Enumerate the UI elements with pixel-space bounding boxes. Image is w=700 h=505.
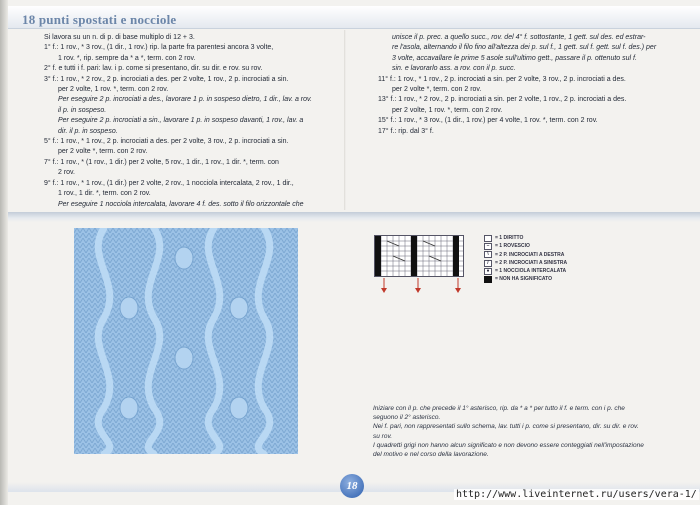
instruction-line: re l'asola, alternando il filo fino all'altezza dei p. sul f., 1 gett. sul f. gett. sul f. des.) per: [392, 44, 657, 52]
page-number: 18: [340, 474, 364, 498]
legend-label: = 2 P. INCROCIATI A DESTRA: [495, 251, 565, 258]
chart-repeat-arrows: [374, 278, 464, 294]
column-gutter: [344, 30, 346, 210]
legend-item: [484, 275, 567, 283]
instruction-line: 15° f.: 1 rov., * 3 rov., (1 dir., 1 rov.) per 4 volte, 1 rov. *, term. con 2 rov.: [378, 117, 598, 125]
section-divider: [8, 212, 700, 222]
instruction-line: 3 volte, accavallare le prime 5 asole sull'ultimo gett., passare il p. ottenuto sul f.: [392, 54, 637, 62]
instruction-line: 9° f.: 1 rov., * 1 rov., (1 dir.) per 2 volte, 2 rov., 1 nocciola intercalata, 2 rov., 1 dir.,: [44, 179, 294, 187]
chart-grid: [375, 236, 463, 276]
knitting-chart: [374, 235, 464, 277]
instruction-line: Per eseguire 2 p. incrociati a sin., lavorare 1 p. in sospeso davanti, 1 rov., lav. a: [58, 117, 304, 125]
legend-item: [484, 234, 567, 242]
instruction-line: 3° f.: 1 rov., * 2 rov., 2 p. incrociati a des. per 2 volte, 1 rov., 2 p. incrociati a sin.: [44, 75, 289, 83]
instruction-line: 1° f.: 1 rov., * 3 rov., (1 dir., 1 rov.) rip. la parte fra parentesi ancora 3 volte,: [44, 44, 274, 52]
legend-label: = 2 P. INCROCIATI A SINISTRA: [495, 259, 568, 266]
bobble-symbol-icon: ●: [484, 268, 492, 275]
instruction-line: sin. e lavorarlo ass. a rov. con il p. succ.: [392, 65, 516, 73]
instruction-line: 17° f.: rip. dal 3° f.: [378, 127, 434, 135]
instruction-line: Per eseguire 1 nocciola intercalata, lavorare 4 f. des. sotto il filo orizzontale che: [58, 200, 304, 208]
note-line: seguono il 2° asterisco.: [373, 414, 441, 422]
instruction-line: Per eseguire 2 p. incrociati a des., lavorare 1 p. in sospeso dietro, 1 dir., lav. a rov.: [58, 96, 312, 104]
instruction-line: per 2 volte *, term. con 2 rov.: [58, 148, 148, 156]
minus-symbol-icon: –: [484, 243, 492, 250]
legend-label: = 1 NOCCIOLA INTERCALATA: [495, 268, 567, 275]
legend-label: = 1 DIRITTO: [495, 235, 524, 241]
page-title: 18 punti spostati e nocciole: [22, 12, 177, 27]
chart-legend: [484, 234, 567, 284]
note-line: I quadretti grigi non hanno alcun significato e non devono essere conteggiati nell'impostazione: [373, 441, 644, 449]
instructions-right-column: [378, 33, 678, 137]
instruction-line: per 2 volte, 1 rov. *, term. con 2 rov.: [58, 86, 169, 94]
knitted-swatch-photo: [74, 228, 298, 454]
instruction-line: 1 rov., 1 dir. *, term. con 2 rov.: [58, 190, 151, 198]
note-line: Iniziare con il p. che precede il 1° asterisco, rip. da * a * per tutto il f. e term. con i p. che: [373, 405, 625, 412]
chart-notes: [373, 404, 673, 459]
note-line: su rov.: [373, 432, 393, 440]
swatch-texture: [74, 228, 298, 454]
instructions-left-column: [44, 33, 340, 210]
instruction-line: 2° f. e tutti i f. pari: lav. i p. come si presentano, dir. su dir. e rov. su rov.: [44, 65, 263, 73]
cross-right-symbol-icon: \: [484, 251, 492, 258]
instruction-line: 13° f.: 1 rov., * 2 rov., 2 p. incrociati a sin. per 2 volte, 1 rov., 2 p. incrociati a des.: [378, 96, 627, 104]
instruction-line: 2 rov.: [58, 169, 75, 177]
instruction-line: per 2 volte *, term. con 2 rov.: [392, 86, 482, 94]
instruction-line: dir. il p. in sospeso.: [58, 127, 118, 135]
instruction-line: 7° f.: 1 rov., * (1 rov., 1 dir.) per 2 volte, 5 rov., 1 dir., 1 rov., 1 dir. *, term. con: [44, 158, 279, 166]
watermark-url: http://www.liveinternet.ru/users/vera-1/: [456, 489, 697, 500]
legend-label: = 1 ROVESCIO: [495, 243, 530, 250]
instruction-line: 5° f.: 1 rov., * 1 rov., 2 p. incrociati a des. per 2 volte, 3 rov., 2 p. incrociati a sin.: [44, 138, 289, 146]
legend-label: = NON HA SIGNIFICATO: [495, 276, 552, 283]
note-line: del motivo e nel corso della lavorazione.: [373, 451, 489, 459]
instruction-line: il p. in sospeso.: [58, 106, 107, 114]
legend-item: [484, 259, 567, 267]
cross-left-symbol-icon: /: [484, 260, 492, 267]
legend-item: [484, 267, 567, 275]
title-band: [8, 6, 700, 29]
instruction-line: 1 rov. *, rip. sempre da * a *, term. con 2 rov.: [58, 54, 196, 62]
note-line: Nei f. pari, non rappresentati sullo schema, lav. tutti i p. come si presentano, dir. su dir. e rov.: [373, 423, 639, 431]
book-spine: [0, 0, 8, 505]
black-symbol-icon: [484, 276, 492, 283]
legend-item: [484, 251, 567, 259]
instruction-line: per 2 volte, 1 rov. *, term. con 2 rov.: [392, 106, 503, 114]
blank-symbol-icon: [484, 235, 492, 242]
instruction-line: 11° f.: 1 rov., * 1 rov., 2 p. incrociati a sin. per 2 volte, 3 rov., 2 p. incrociati a des.: [378, 75, 626, 83]
instruction-line: unisce il p. prec. a quello succ., rov. del 4° f. sottostante, 1 gett. sul des. ed estrar-: [392, 34, 646, 41]
instruction-line: Si lavora su un n. di p. di base multiplo di 12 + 3.: [44, 34, 195, 41]
legend-item: [484, 242, 567, 250]
